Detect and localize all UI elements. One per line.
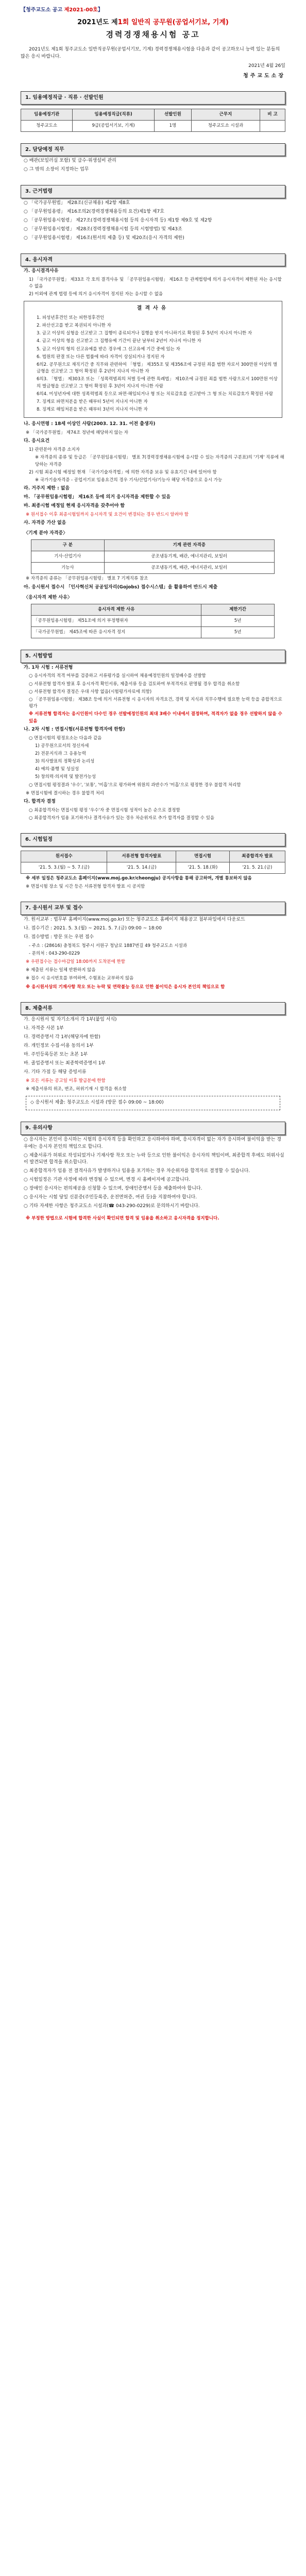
list-item: 6의3. 「형법」 제303조 또는 「성폭력범죄의 처벌 등에 관한 특례법」 제10조에 규정된 죄를 범한 사람으로서 100만원 이상의 벌금형을 선고받고 그 형이 확정된 후 3년이 지나지 아니한 사람 [37,377,278,389]
highlight-note: ※ 응시원서상의 기재사항 착오 또는 누락 및 연락불능 등으로 인한 불이익은 응시자 본인의 책임으로 함 [26,984,225,990]
list-item: 3) 의사발표의 정확성과 논리성 [35,759,95,765]
list-item: ○ 배관(보일러실 포함) 및 급수·위생설비 관리 [24,158,116,164]
table-header: 기계 관련 자격증 [104,539,274,551]
note: ※ 모든 서류는 공고일 이후 발급분에 한함 [26,1078,106,1083]
submission-box: ◇ 응시원서 제출: 청주교도소 시설과 (방문 접수 09:00 ~ 18:00) [26,1096,280,1110]
list-item: ○ 「공무원임용시험령」 제38조 등에 의거 서류전형 시 응시자의 자격요건, 경력 및 지식과 직무수행에 필요한 능력 등을 종합적으로 평가 [29,697,282,709]
list-item: 5. 금고 이상의 형의 선고유예를 받은 경우에 그 선고유예 기간 중에 있는 자 [37,346,180,352]
note: ※ 세부 일정은 청주교도소 홈페이지(www.moj.go.kr/cheongju) 공지사항을 통해 공고하며, 개별 통보하지 않음 [26,876,252,882]
list-item: ○ 「공무원임용령」 제16조의2(경력경쟁채용등의 요건)제1항 제7호 [24,209,164,214]
list-item: 2. 파산선고를 받고 복권되지 아니한 자 [37,323,111,329]
section-heading: 8. 제출서류 [21,1002,285,1015]
subheading: 가. 1차 시험 : 서류전형 [24,665,73,670]
table-header: 응시자격 제한 사유 [31,604,201,615]
list-item: 다. 접수방법 : 방문 또는 우편 접수 [24,934,94,940]
subheading: 다. 응시요건 [24,438,50,444]
issuer: 청주교도소장 [243,73,285,79]
section-legal-basis [21,185,285,242]
table-header: 근무지 [191,109,260,120]
note: ※ 자격증의 종류는 「공무원임용시험령」 별표 7 기계직류 참조 [26,576,148,582]
list-item: ○ 면접시험 평정결과 '우수', '보통', '미흡'으로 평가하며 위원의 과반수가 '미흡'으로 평정한 경우 불합격 처리함 [29,782,241,788]
table-header: 서류전형 합격자발표 [107,851,176,862]
restriction-table [31,604,275,639]
list-item: ○ 최종합격자는 면접시험 평정 '우수'자 중 면접시험 성적이 높은 순으로 결정함 [29,807,180,813]
list-item: 사. 기타 가점 등 해당 증빙서류 [24,1069,87,1075]
list-item: 가. 응시원서 및 자기소개서 각 1부(붙임 서식) [24,1017,117,1023]
list-item: ○ 서류전형 합격자 결정은 우대 사항 없음(시험평가자료에 의함) [29,689,152,694]
list-item: 가. 원서교부 : 법무부 홈페이지(www.moj.go.kr) 또는 청주교도소 홈페이지 채용공고 첨부파일에서 다운로드 [24,917,245,922]
list-item: 나. 자격증 사본 1부 [24,1026,64,1031]
list-item: 4) 예의·품행 및 성실성 [35,767,79,772]
list-item: ○ 「공무원임용시험령」 제27조(경력경쟁채용시험 등의 응시자격 등) 제1항 제9호 및 제2항 [24,217,212,223]
note: ※ 제출서류의 위조, 변조, 허위기재 시 합격을 취소함 [26,1087,127,1092]
note: ※ 원서접수 이후 최종시험일까지 응시자격 및 요건이 변경되는 경우 반드시 알려야 함 [26,512,189,517]
table-header: 비 고 [260,109,285,120]
section-heading: 5. 시험방법 [21,650,285,663]
subheading: 라. 거주지 제한 : 없음 [24,486,70,492]
section-documents [21,1002,285,1110]
table-header: 면접시험 [176,851,230,862]
section-exam-method [21,650,285,822]
section-heading: 9. 유의사항 [21,1122,285,1135]
list-item: ○ 면접시험의 평정요소는 다음과 같음 [29,735,102,741]
positions-table [21,109,285,132]
table-row: 청주교도소 9급(공업서기보, 기계) 1명 청주교도소 시설과 [21,120,285,131]
subheading: 나. 응시연령 : 18세 이상인 사람(2003. 12. 31. 이전 출생자) [24,421,156,427]
note: ※ 「국가공무원법」 제74조 정년에 해당하지 않는 자 [26,430,128,436]
table-header: 최종합격자 발표 [229,851,285,862]
list-item: ○ 「공무원임용시험령」 제16조(원서의 제출 등) 및 제20조(응시 자격의 제한) [24,235,184,241]
highlight-note: ※ 부정한 방법으로 시험에 합격한 사실이 확인되면 합격 및 임용을 취소하고 응시자격을 정지합니다. [26,1216,219,1222]
list-item: ○ 시험일정은 기관 사정에 따라 변경될 수 있으며, 변경 시 홈페이지에 공고합니다. [24,1177,191,1183]
notice-date: 2021년 4월 26일 [248,63,285,69]
list-item: 5) 창의력·의지력 및 발전가능성 [35,774,96,780]
list-item: ○ 응시자격의 적격 여부를 검증하고 서류평가를 실시하여 채용예정인원의 일정배수를 선발함 [29,673,206,679]
list-item: 마. 주민등록등본 또는 초본 1부 [24,1052,88,1058]
table-header: 원서접수 [21,851,107,862]
subheading: 마. 「공무원임용시험령」 제16조 등에 의거 응시자격을 제한할 수 있음 [24,495,171,500]
list-item: 8. 징계로 해임처분을 받은 때부터 3년이 지나지 아니한 자 [37,407,148,413]
title-block [21,18,285,41]
list-item: 다. 경력증명서 각 1부(해당자에 한함) [24,1035,100,1040]
section-positions [21,91,285,132]
list-item: ○ 장애인 응시자는 편의제공을 신청할 수 있으며, 장애인증명서 등을 제출하여야 합니다. [24,1186,202,1192]
list-item: ○ 제출서류가 허위로 작성되었거나 기재사항 착오 또는 누락 등으로 인한 불이익은 응시자의 책임이며, 최종합격 후에도 허위사실이 발견되면 합격을 취소합니다. [24,1153,284,1165]
subheading: 아. 응시원서 접수시 「인사혁신처 공공일자리(Gojobs) 접수시스템」을 활용하여 반드시 제출 [24,584,218,590]
section-cautions [21,1122,285,1222]
note: ※ 국가기술자격증 - 공업서기보 임용요건의 경우 기사/산업기사/기능사 해당 자격증으로 응시 가능 [35,477,223,483]
subheading: 가. 응시결격사유 [24,268,59,274]
notice-tag: 【청주교도소 공고 제2021-00호】 [21,7,103,13]
list-item: 7. 징계로 파면처분을 받은 때부터 5년이 지나지 아니한 자 [37,399,148,404]
list-item: 1) 「국가공무원법」 제33조 각 호의 결격사유 및 「공무원임용시험령」 제16조 등 관계법령에 의거 응시자격이 제한된 자는 응시할 수 없음 [29,277,282,290]
list-item: 나. 접수기간 : 2021. 5. 3.(월) ~ 2021. 5. 7.(금) 09:00 ~ 18:00 [24,925,162,931]
list-item: 라. 개인정보 수집·이용 동의서 1부 [24,1043,94,1049]
list-item: ○ 응시자는 본인이 응시하는 시험의 응시자격 등을 확인하고 응시하여야 하며, 응시자격이 없는 자가 응시하여 불이익을 받는 경우에는 응시자 본인의 책임으로 합니다. [24,1137,281,1149]
table-header: 구 분 [31,539,105,551]
list-item: ○ 서류전형 합격자 발표 후 응시자격 확인서류, 제출서류 등을 검토하여 부적격자로 판명될 경우 합격을 취소함 [29,681,240,687]
note: ※ 우편접수는 접수마감일 18:00까지 도착분에 한함 [26,959,125,965]
list-item: - 주소 : (28616) 충청북도 청주시 서원구 청남로 1887번길 49 청주교도소 시설과 [29,943,188,948]
list-item: ○ 「공무원임용시험령」 제28조(경력경쟁채용시험 등의 시험방법) 및 제43조 [24,226,182,232]
section-heading: 3. 근거법령 [21,185,285,198]
section-duties [21,143,285,174]
list-item: 1) 공무원으로서의 정신자세 [35,743,89,749]
table-row: 「국가공무원법」 제45조에 따른 응시자격 정지 5년 [31,626,275,638]
note: ※ 면접시험 장소 및 시간 등은 서류전형 합격자 발표 시 공지함 [26,884,145,890]
list-item: 2) 전문지식과 그 응용능력 [35,751,86,756]
list-item: 6의2. 공무원으로 재직기간 중 직무와 관련하여 「형법」 제355조 및 제356조에 규정된 죄를 범한 자로서 300만원 이상의 벌금형을 선고받고 그 형이 확정된 후 2년이 지나지 아니한 자 [37,362,278,375]
certificate-table [31,539,275,574]
subheading: 바. 최종시험 예정일 현재 응시자격을 갖추어야 함 [24,503,125,509]
list-item: 4. 금고 이상의 형을 선고받고 그 집행유예 기간이 끝난 날부터 2년이 지나지 아니한 자 [37,338,201,344]
table-header: 임용예정직급(직류) [73,109,155,120]
list-item: ○ 기타 자세한 사항은 청주교도소 시설과(☎ 043-290-0229)로 문의하시기 바랍니다. [24,1204,200,1209]
intro-text: 2021년도 제1회 청주교도소 일반직공무원(공업서기보, 기계) 경력경쟁채용시험을 다음과 같이 공고하오니 능력 있는 분들의 많은 응시 바랍니다. [21,46,280,60]
list-item: 2) 시험 최종시험 예정일 현재 「국가기술자격법」에 의한 자격증 보유 및 유효기간 내에 있어야 함 [29,469,217,475]
list-item: 6의4. 미성년자에 대한 성폭력범죄 등으로 파면·해임되거나 형 또는 치료감호를 선고받아 그 형 또는 치료감호가 확정된 사람 [37,391,274,397]
subheading: 다. 합격자 결정 [24,799,56,804]
disqualification-box [24,301,282,418]
table-row: 「공무원임용시험령」 제51조에 의거 부정행위자 5년 [31,615,275,626]
highlight-note: ※ 서류전형 합격자는 응시인원이 다수인 경우 선발예정인원의 최대 3배수 이내에서 결정하며, 적격자가 없을 경우 선발하지 않을 수 있음 [29,711,282,724]
notice-number: 제2021-00호 [64,7,98,13]
table-row: 기사·산업기사 공조냉동기계, 배관, 에너지관리, 보일러 [31,551,275,563]
list-item: 6. 법원의 판결 또는 다른 법률에 따라 자격이 상실되거나 정지된 자 [37,354,165,360]
list-item: 3. 금고 이상의 실형을 선고받고 그 집행이 종료되거나 집행을 받지 아니하기로 확정된 후 5년이 지나지 아니한 자 [37,331,252,336]
table-row: 기능사 공조냉동기계, 배관, 에너지관리, 보일러 [31,563,275,574]
list-item: ○ 응시자는 시험 당일 신분증(주민등록증, 운전면허증, 여권 등)을 지참하여야 합니다. [24,1195,197,1200]
section-application [21,902,285,990]
table-header: 제한기간 [201,604,275,615]
note: ※ 접수 시 응시번호를 부여하며, 수험표는 교부하지 않음 [26,976,134,981]
section-eligibility [21,253,285,639]
section-heading: 2. 담당예정 직무 [21,143,285,157]
title-line1: 2021년도 제1회 일반직 공무원(공업서기보, 기계) [77,18,229,26]
subheading: 나. 2차 시험 : 면접시험(서류전형 합격자에 한함) [24,726,125,732]
list-item: ○ 최종합격자가 임용 포기하거나 결격사유가 있는 경우 차순위자로 추가 합격자를 결정할 수 있음 [29,816,215,821]
list-item: 1. 피성년후견인 또는 피한정후견인 [37,315,105,320]
list-item: 바. 졸업증명서 또는 최종학력증명서 1부 [24,1061,106,1066]
list-item: 1) 관련분야 자격증 소지자 [29,447,80,453]
table-caption: 〈응시자격 제한 사유〉 [24,595,72,600]
schedule-table [21,851,285,874]
page-title: 경력경쟁채용시험 공고 [106,29,200,39]
subheading: 사. 자격증 가산 없음 [24,520,66,526]
note: ※ 면접시험에 결시하는 경우 불합격 처리 [26,790,105,796]
list-item: ○ 최종합격자가 임용 전 결격사유가 발생하거나 임용을 포기하는 경우 차순위자를 합격자로 결정할 수 있습니다. [24,1168,250,1174]
section-heading: 7. 응시원서 교부 및 접수 [21,902,285,915]
table-caption: 〈기계 분야 자격증〉 [24,531,68,536]
note: ※ 제출된 서류는 일체 반환하지 않음 [26,968,96,973]
note: ※ 자격증의 종류 및 등급은 「공무원임용시험령」 별표 7(경력경쟁채용시험에 응시할 수 있는 자격증의 구분표)의 '기계' 직류에 해당하는 자격증 [35,455,284,467]
list-item: ○ 그 밖의 소장이 지정하는 업무 [24,167,89,173]
list-item: ○ 「국가공무원법」 제28조(신규채용) 제2항 제8호 [24,200,130,206]
table-header: 선발인원 [154,109,191,120]
section-schedule [21,833,285,890]
box-title: 결격사유 [137,306,169,312]
section-heading: 6. 시험일정 [21,833,285,846]
list-item: - 문의처 : 043-290-0229 [29,951,80,956]
table-header: 임용예정기관 [21,109,73,120]
table-row: '21. 5. 3.(월) ~ 5. 7.(금) '21. 5. 14.(금) '21. 5. 18.(화) '21. 5. 21.(금) [21,862,285,873]
section-heading: 4. 응시자격 [21,253,285,267]
list-item: 2) 이외에 관계 법령 등에 의거 응시자격이 정지된 자는 응시할 수 없음 [29,292,163,297]
section-heading: 1. 임용예정직급 · 직류 · 선발인원 [21,91,285,105]
